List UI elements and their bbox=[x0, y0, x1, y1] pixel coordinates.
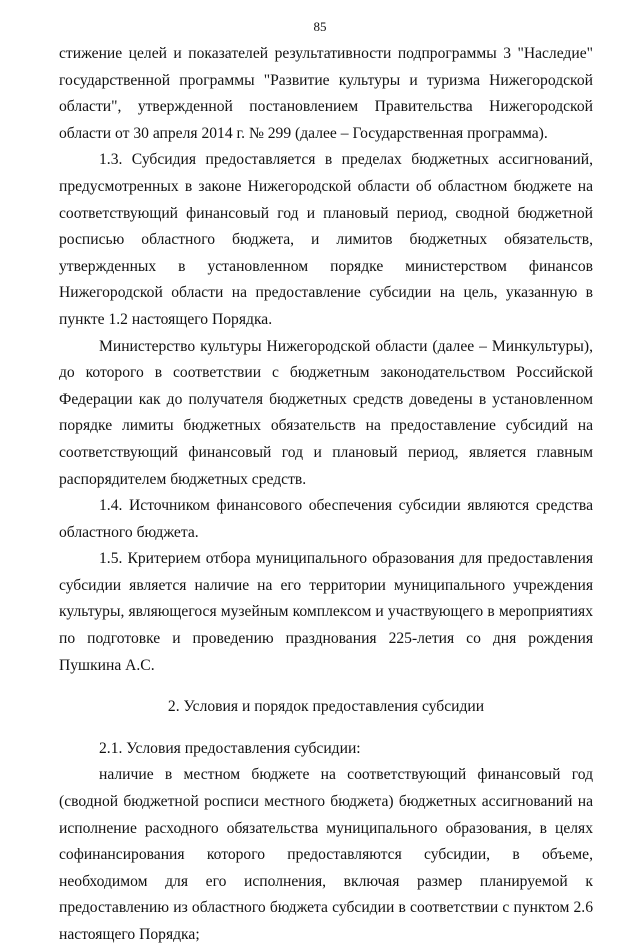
paragraph-2-1: 2.1. Условия предоставления субсидии: bbox=[99, 739, 361, 757]
paragraph-1-3: 1.3. Субсидия предоставляется в пределах бюджетных ассигнований, предусмотренных в законе Нижегородской области об областном бюджете на соответствующий финансовый год и плановый период, сводной бюджетной росписью областного бюджета, и лимитов бюджетных обязательств, утвержденных в установленном порядке министерством финансов Нижегородской области на предоставление субсидии на цель, указанную в пункте 1.2 настоящего Порядка. bbox=[59, 151, 593, 328]
section-heading: 2. Условия и порядок предоставления субсидии bbox=[167, 698, 485, 716]
paragraph-continuation: стижение целей и показателей результативности подпрограммы 3 "Наследие" государственной программы "Развитие культуры и туризма Нижегородской области", утвержденной постановлением Правительства Нижегородской области от 30 апреля 2014 г. № 299 (далее – Государственная программа). bbox=[59, 45, 593, 142]
paragraph-1-4: 1.4. Источником финансового обеспечения субсидии являются средства областного бюджета. bbox=[59, 497, 593, 541]
paragraph-ministry: Министерство культуры Нижегородской области (далее – Минкультуры), до которого в соответствии с бюджетным законодательством Российской Федерации как до получателя бюджетных средств доведены в установленном порядке лимиты бюджетных обязательств на предоставление субсидий на соответствующий финансовый год и плановый период, является главным распорядителем бюджетных средств. bbox=[59, 337, 593, 488]
page-number: 85 bbox=[313, 19, 327, 34]
paragraph-condition: наличие в местном бюджете на соответствующий финансовый год (сводной бюджетной росписи местного бюджета) бюджетных ассигнований на исполнение расходного обязательства муниципального образования, в целях софинансирования которого предоставляются субсидии, в объеме, необходимом для его исполнения, включая размер планируемой к предоставлению из областного бюджета субсидии в соответствии с пунктом 2.6 настоящего Порядка; bbox=[59, 766, 593, 943]
document-body bbox=[59, 41, 593, 949]
paragraph-1-5: 1.5. Критерием отбора муниципального образования для предоставления субсидии является наличие на его территории муниципального учреждения культуры, являющегося музейным комплексом и участвующего в мероприятиях по подготовке и проведению празднования 225-летия со дня рождения Пушкина А.С. bbox=[59, 550, 593, 674]
